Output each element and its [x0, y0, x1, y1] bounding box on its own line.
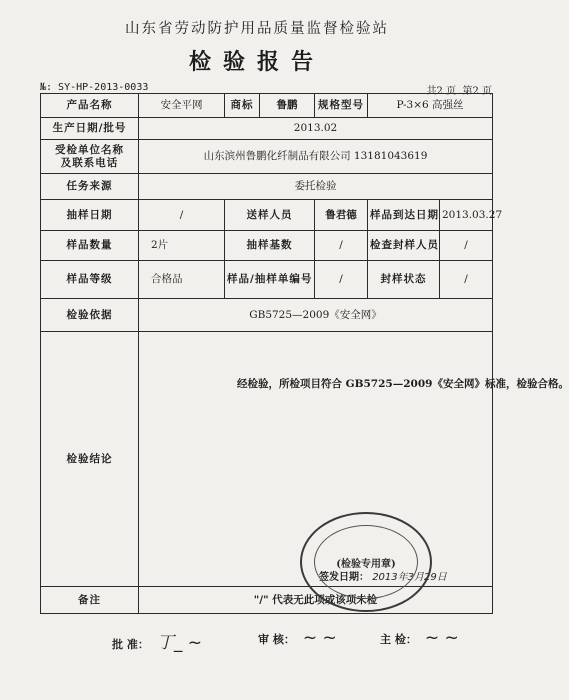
row-basis	[41, 299, 493, 332]
approver-label: 批 准：	[112, 638, 149, 651]
row-client	[41, 140, 493, 174]
label-task-source: 任务来源	[41, 174, 139, 200]
page-indicator: 共2 页 第2 页	[426, 86, 492, 97]
value-seal-state: /	[440, 261, 493, 299]
main-inspector-label: 主 检：	[380, 633, 417, 646]
label-remarks: 备注	[41, 587, 139, 614]
label-brand: 商标	[225, 94, 260, 118]
label-spec: 规格型号	[315, 94, 368, 118]
value-arrival-date: 2013.03.27	[440, 200, 493, 231]
main-inspector-signature: ~ ~	[424, 628, 459, 648]
row-grade	[41, 261, 493, 299]
value-basis: GB5725—2009《安全网》	[139, 299, 493, 332]
sign-date-label: 签发日期：	[319, 572, 369, 583]
label-client-line2: 及联系电话	[60, 156, 119, 169]
report-title: 检验报告	[188, 49, 325, 75]
value-sender: 鲁君德	[315, 200, 368, 231]
label-grade: 样品等级	[41, 261, 139, 299]
value-production-date: 2013.02	[139, 118, 493, 140]
value-remarks: "/" 代表无此项或该项未检	[139, 587, 493, 614]
label-basis: 检验依据	[41, 299, 139, 332]
organization-name: 山东省劳动防护用品质量监督检验站	[125, 21, 389, 37]
value-spec: P-3×6 高强丝	[368, 94, 493, 118]
value-task-source: 委托检验	[139, 174, 493, 200]
label-production-date: 生产日期/批号	[41, 118, 139, 140]
value-brand: 鲁鹏	[260, 94, 315, 118]
stamp-center-text: (检验专用章)	[336, 558, 396, 570]
label-sampling-date: 抽样日期	[41, 200, 139, 231]
value-seal-person: /	[440, 231, 493, 261]
row-production-date	[41, 118, 493, 140]
main-inspector-block	[380, 628, 459, 648]
label-client	[41, 140, 139, 174]
report-number: №: SY-HP-2013-0033	[40, 82, 149, 93]
row-sampling	[41, 200, 493, 231]
report-table	[40, 93, 569, 614]
reviewer-signature: ~ ~	[302, 628, 337, 648]
value-quantity: 2片	[139, 231, 225, 261]
row-remarks	[41, 587, 493, 614]
label-client-line1: 受检单位名称	[55, 143, 124, 156]
row-task-source	[41, 174, 493, 200]
label-seal-state: 封样状态	[368, 261, 440, 299]
label-sender: 送样人员	[225, 200, 315, 231]
approver-block	[112, 628, 202, 653]
reviewer-block	[258, 628, 337, 648]
value-batch-no: /	[315, 261, 368, 299]
conclusion-text: 经检验，所检项目符合 GB5725—2009《安全网》标准，检验合格。	[237, 378, 569, 390]
stamp-inner-ring	[314, 525, 418, 599]
approver-signature: 丁_ ~	[156, 633, 202, 653]
value-sampling-base: /	[315, 231, 368, 261]
label-seal-person: 检查封样人员	[368, 231, 440, 261]
value-grade: 合格品	[139, 261, 225, 299]
label-arrival-date: 样品到达日期	[368, 200, 440, 231]
row-product	[41, 94, 493, 118]
label-quantity: 样品数量	[41, 231, 139, 261]
value-product-name: 安全平网	[139, 94, 225, 118]
row-quantity	[41, 231, 493, 261]
label-product-name: 产品名称	[41, 94, 139, 118]
label-sampling-base: 抽样基数	[225, 231, 315, 261]
value-client: 山东滨州鲁鹏化纤制品有限公司 13181043619	[139, 140, 493, 174]
label-conclusion: 检验结论	[41, 332, 139, 587]
reviewer-label: 审 核：	[258, 633, 295, 646]
label-batch-no: 样品/抽样单编号	[225, 261, 315, 299]
value-sampling-date: /	[139, 200, 225, 231]
sign-date-value: 2013年3月29日	[372, 572, 447, 583]
inspection-seal-stamp	[300, 512, 432, 612]
